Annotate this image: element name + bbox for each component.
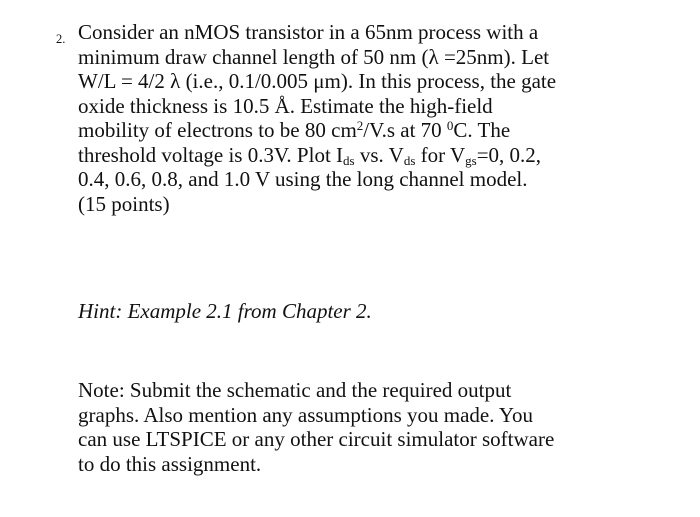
note-line-2: graphs. Also mention any assumptions you made. You <box>78 402 533 427</box>
mobility-units-text: /V.s at 70 <box>363 118 447 142</box>
question-line-1: Consider an nMOS transistor in a 65nm process with a <box>78 20 539 44</box>
question-number: 2. <box>56 32 66 46</box>
note-line-3: can use LTSPICE or any other circuit simulator software <box>78 427 555 451</box>
question-line-5 <box>78 118 678 143</box>
mobility-text: mobility of electrons to be 80 cm <box>78 118 357 142</box>
for-text: for V <box>415 142 466 167</box>
cm-squared-superscript: 2 <box>356 118 364 133</box>
question-line-7: 0.4, 0.6, 0.8, and 1.0 V using the long channel model. <box>78 167 528 191</box>
question-line-2: minimum draw channel length of 50 nm (λ =25nm). Let <box>78 44 550 69</box>
note-line-1: Note: Submit the schematic and the required output <box>78 378 512 402</box>
degree-superscript: 0 <box>446 118 454 133</box>
ids-subscript: ds <box>343 152 355 168</box>
vs-text: vs. V <box>354 142 404 167</box>
note-block <box>78 378 554 476</box>
vds-subscript: ds <box>403 152 416 168</box>
vgs-values-text: =0, 0.2, <box>476 142 542 167</box>
question-text <box>78 20 678 216</box>
question-line-4: oxide thickness is 10.5 Å. Estimate the high-field <box>78 93 493 118</box>
question-line-3: W/L = 4/2 λ (i.e., 0.1/0.005 μm). In this process, the gate <box>78 69 557 93</box>
hint-text: Hint: Example 2.1 from Chapter 2. <box>78 299 372 323</box>
temperature-unit-text: C. The <box>453 118 511 142</box>
question-line-8: (15 points) <box>78 191 170 216</box>
note-line-4: to do this assignment. <box>78 451 262 476</box>
threshold-text: threshold voltage is 0.3V. Plot I <box>78 142 344 167</box>
question-line-6 <box>78 143 678 168</box>
vgs-subscript: gs <box>465 152 477 168</box>
